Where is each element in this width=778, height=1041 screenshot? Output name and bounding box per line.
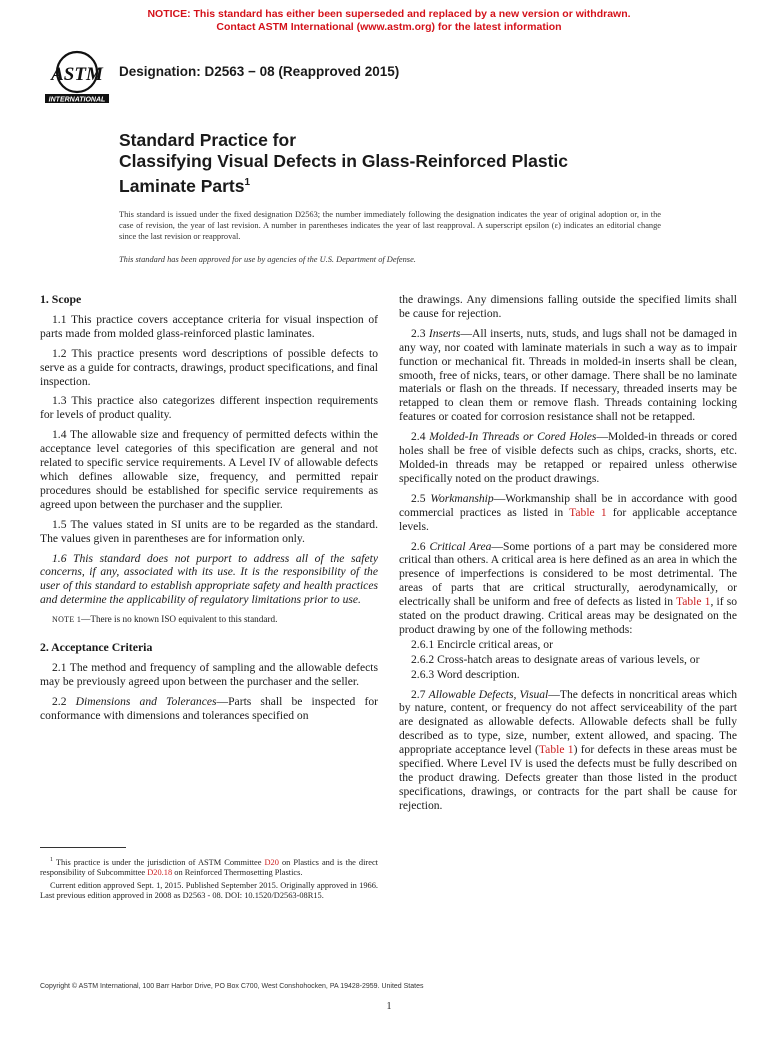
- paragraph-2-5: 2.5 Workmanship—Workmanship shall be in accordance with good commercial practices as listed in Table 1 for applicable acceptance levels.: [399, 491, 738, 533]
- paragraph-1-6: 1.6 This standard does not purport to address all of the safety concerns, if any, associated with its use. It is the responsibility of the user of this standard to establish appropriate safety and health practices and determine the applicability of regulatory limitations prior to use.: [40, 551, 378, 607]
- withdrawal-notice: [0, 8, 778, 33]
- astm-logo: [41, 48, 111, 108]
- table-1-link[interactable]: Table 1: [675, 595, 711, 609]
- svg-text:ASTM: ASTM: [51, 64, 103, 85]
- footnotes: [40, 855, 378, 903]
- paragraph-1-3: 1.3 This practice also categorizes different inspection requirements for levels of product quality.: [40, 394, 378, 422]
- paragraph-1-5: 1.5 The values stated in SI units are to be regarded as the standard. The values given in parentheses are for information only.: [40, 517, 378, 545]
- paragraph-2-6: 2.6 Critical Area—Some portions of a part may be considered more critical than others. A critical area is here defined as an area in which the presence of imperfections is considered to be most detrimental. The areas of parts that are critical structurally, aerodynamically, or electrically shall be uniform and free of defects as listed in Table 1, if so stated on the product drawing. Critical areas may be designated on the product drawing by one of the following methods:: [399, 539, 738, 636]
- section-heading-acceptance-criteria: 2. Acceptance Criteria: [40, 640, 153, 655]
- paragraph-2-6-3: 2.6.3 Word description.: [411, 667, 520, 681]
- paragraph-2-1: 2.1 The method and frequency of sampling and the allowable defects may be previously agreed upon between the purchaser and the seller.: [40, 660, 378, 688]
- footnote-divider: [40, 847, 126, 848]
- title-line-3: Laminate Parts$^1$: [119, 175, 251, 196]
- notice-line-1: NOTICE: This standard has either been superseded and replaced by a new version or withdrawn.: [147, 8, 631, 20]
- paragraph-2-7: 2.7 Allowable Defects, Visual—The defects in noncritical areas which by nature, content, or frequency do not affect serviceability of the part are designated as allowable defects. Allowable defects shall be fully described as to type, size, number, extent allowed, and spacing. The appropriate acceptance level (Table 1) for defects in these areas must be specified. Where Level IV is used the defects must be fully described on the product drawing. Defects greater than those listed in the product specifications, drawings, or contracts for the part shall be cause for rejection.: [399, 687, 738, 812]
- section-heading-scope: 1. Scope: [40, 292, 82, 306]
- title-line-1: Standard Practice for: [119, 130, 296, 150]
- issuance-statement: This standard is issued under the fixed designation D2563; the number immediately following the designation indicates the year of original adoption or, in the case of revision, the year of last revision. A number in parentheses indicates the year of last reapproval. A superscript epsilon (ε) indicates an editorial change since the last revision or reapproval.: [119, 210, 661, 241]
- paragraph-2-2-continued: the drawings. Any dimensions falling outside the specified limits shall be cause for rejection.: [399, 293, 737, 320]
- designation: Designation: D2563 − 08 (Reapproved 2015): [119, 64, 400, 79]
- subcommittee-d20-18-link[interactable]: D20.18: [147, 868, 173, 878]
- notice-line-2: Contact ASTM International (www.astm.org) for the latest information: [216, 20, 562, 33]
- title-line-2: Classifying Visual Defects in Glass-Reinforced Plastic: [119, 151, 569, 171]
- paragraph-2-4: 2.4 Molded-In Threads or Cored Holes—Molded-in threads or cored holes shall be free of visible defects such as chips, cracks, shorts, etc. Molded-in threads may be retapped or repaired unless otherwise specifically noted on the product drawings.: [399, 430, 737, 485]
- right-column: [399, 293, 737, 819]
- dod-approval-statement: This standard has been approved for use by agencies of the U.S. Department of Defense.: [119, 255, 416, 264]
- paragraph-2-2: 2.2 Dimensions and Tolerances—Parts shall be inspected for conformance with dimensions and tolerances specified on: [40, 694, 378, 722]
- paragraph-1-4: 1.4 The allowable size and frequency of permitted defects within the acceptance level categories of this specification are general and not related to specific service requirements. A Level IV of allowable defects which defines allowable size, frequency, and permitted repair procedures should be established for specific service requirements as agreed upon between the purchaser and the supplier.: [40, 428, 378, 511]
- page-number: 1: [386, 1001, 392, 1012]
- note-1: NOTE 1—There is no known ISO equivalent to this standard.: [52, 614, 278, 625]
- paragraph-1-1: 1.1 This practice covers acceptance criteria for visual inspection of parts made from molded glass-reinforced plastic laminates.: [40, 312, 378, 340]
- footnote-edition: Current edition approved Sept. 1, 2015. Published September 2015. Originally approved in 1966. Last previous edition approved in 2008 as D2563 - 08. DOI: 10.1520/D2563-08R15.: [40, 880, 378, 901]
- footnote-1: $^1$ This practice is under the jurisdiction of ASTM Committee D20 on Plastics and is the direct responsibility of Subcommittee D20.18 on Reinforced Thermosetting Plastics.: [40, 857, 378, 878]
- table-1-link[interactable]: Table 1: [569, 505, 607, 519]
- table-1-link[interactable]: Table 1: [538, 743, 574, 757]
- document-title: [119, 130, 679, 197]
- svg-text:INTERNATIONAL: INTERNATIONAL: [48, 96, 106, 104]
- title-footnote-mark[interactable]: 1: [244, 177, 251, 188]
- left-column: [40, 293, 378, 729]
- paragraph-2-3: 2.3 Inserts—All inserts, nuts, studs, and lugs shall not be damaged in any way, nor coated with laminate materials in such a way as to impair function or mechanical fit. Threads in molded-in inserts shall be clean, smooth, free of nicks, tears, or other damage. There shall be no laminate materials or flash on the threads. If necessary, threaded inserts may be retapped to clean them or remove flash. Threads containing locking features or coated for corrosion resistance shall not be retapped.: [399, 326, 738, 424]
- committee-d20-link[interactable]: D20: [264, 857, 279, 867]
- paragraph-2-6-1: 2.6.1 Encircle critical areas, or: [411, 637, 553, 651]
- copyright-line: Copyright © ASTM International, 100 Barr Harbor Drive, PO Box C700, West Conshohocken, PA 19428-2959. United States: [40, 983, 424, 990]
- paragraph-2-6-2: 2.6.2 Cross-hatch areas to designate areas of various levels, or: [411, 652, 700, 666]
- paragraph-1-2: 1.2 This practice presents word descriptions of possible defects to serve as a guide for contracts, drawings, product specifications, and final inspection.: [40, 346, 378, 388]
